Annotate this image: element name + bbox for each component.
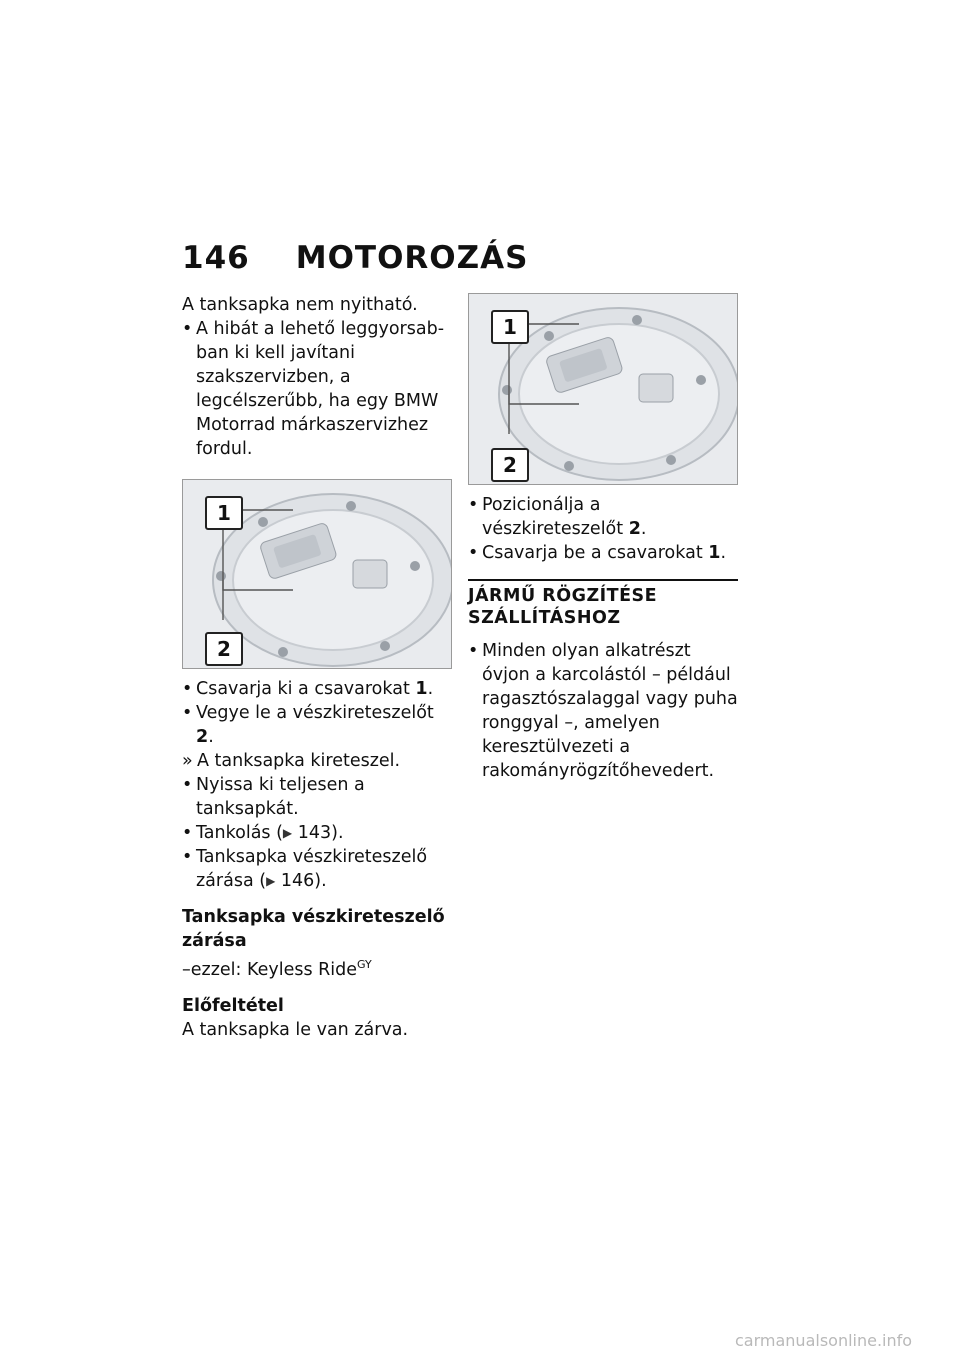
fuel-cap-figure xyxy=(182,479,452,669)
step-ref: 1 xyxy=(708,543,721,563)
step-item xyxy=(182,701,452,749)
fuel-cap-figure xyxy=(468,293,738,485)
arrow-right-icon: ▶ xyxy=(266,874,276,888)
step-tail: . xyxy=(208,727,214,747)
callout-1: 1 xyxy=(205,496,243,530)
step-text: Vegye le a vészkireteszelőt xyxy=(196,703,434,723)
step-ref: 2 xyxy=(196,727,209,747)
bullet-mark: • xyxy=(182,679,193,699)
bullet-mark: • xyxy=(182,775,193,795)
step-text: Pozicionálja a vészkireteszelőt xyxy=(482,495,629,539)
step-tail: . xyxy=(427,679,434,699)
equipment-sup: GY xyxy=(357,958,372,971)
step-text: Csavarja ki a csavarokat xyxy=(196,679,416,699)
step-item xyxy=(468,541,738,565)
step-tail: . xyxy=(640,519,647,539)
subsection-heading: Tanksapka vészkireteszelő zárása xyxy=(182,907,445,951)
bullet-mark: • xyxy=(182,703,193,723)
ref-tail: ). xyxy=(331,823,344,843)
page-header xyxy=(182,240,528,276)
right-column xyxy=(468,293,738,783)
list-item xyxy=(468,639,738,783)
callout-2: 2 xyxy=(491,448,529,482)
equipment-note xyxy=(182,953,452,982)
list-item-text: Minden olyan alkatrészt óvjon a karcolástól – például ragasztószalaggal vagy puha ronggyal –, amelyen keresztülvezeti a rakományrögzítőhevedert. xyxy=(482,641,738,781)
step-text: Csavarja be a csavarokat xyxy=(482,543,709,563)
intro-text: A tanksapka nem nyitható. xyxy=(182,295,418,315)
cross-reference[interactable] xyxy=(182,845,452,893)
arrow-right-icon: ▶ xyxy=(282,826,293,840)
watermark: carmanualsonline.info xyxy=(735,1331,913,1350)
bullet-mark: • xyxy=(182,319,193,339)
bullet-mark: • xyxy=(468,543,479,563)
list-item xyxy=(182,317,452,461)
result-mark: » xyxy=(182,751,193,771)
bullet-mark: • xyxy=(468,641,479,661)
step-item xyxy=(468,493,738,541)
callout-2: 2 xyxy=(205,632,243,666)
step-tail: . xyxy=(720,543,727,563)
ref-text: Tanksapka vészkireteszelő zárása ( xyxy=(196,847,428,891)
bullet-mark: • xyxy=(468,495,479,515)
step-ref: 1 xyxy=(415,679,428,699)
ref-page[interactable]: 143 xyxy=(297,823,332,843)
equipment-label: –ezzel: Keyless Ride xyxy=(182,959,358,980)
bullet-mark: • xyxy=(182,823,193,843)
page-number: 146 xyxy=(182,240,250,276)
ref-text: Tankolás ( xyxy=(196,823,283,843)
cross-reference[interactable] xyxy=(182,821,452,845)
chapter-title: MOTOROZÁS xyxy=(295,240,529,276)
precondition-heading: Előfeltétel xyxy=(182,995,284,1016)
list-item-text: A hibát a lehető leggyorsabban ki kell javítani szakszervizben, a legcélszerűbb, ha egy BMW Motorrad márkaszervizhez fordul. xyxy=(196,319,445,459)
step-text: Nyissa ki teljesen a tanksapkát. xyxy=(196,775,365,819)
result-item xyxy=(182,749,452,773)
ref-tail: ). xyxy=(314,871,327,891)
left-column xyxy=(182,293,452,1042)
step-item xyxy=(182,677,452,701)
step-ref: 2 xyxy=(628,519,641,539)
callout-1: 1 xyxy=(491,310,529,344)
step-item xyxy=(182,773,452,821)
ref-page[interactable]: 146 xyxy=(280,871,315,891)
precondition-text: A tanksapka le van zárva. xyxy=(182,1019,409,1040)
result-text: A tanksapka kireteszel. xyxy=(197,751,401,771)
bullet-mark: • xyxy=(182,847,193,867)
section-heading: JÁRMŰ RÖGZÍTÉSE SZÁLLÍTÁSHOZ xyxy=(468,579,738,629)
